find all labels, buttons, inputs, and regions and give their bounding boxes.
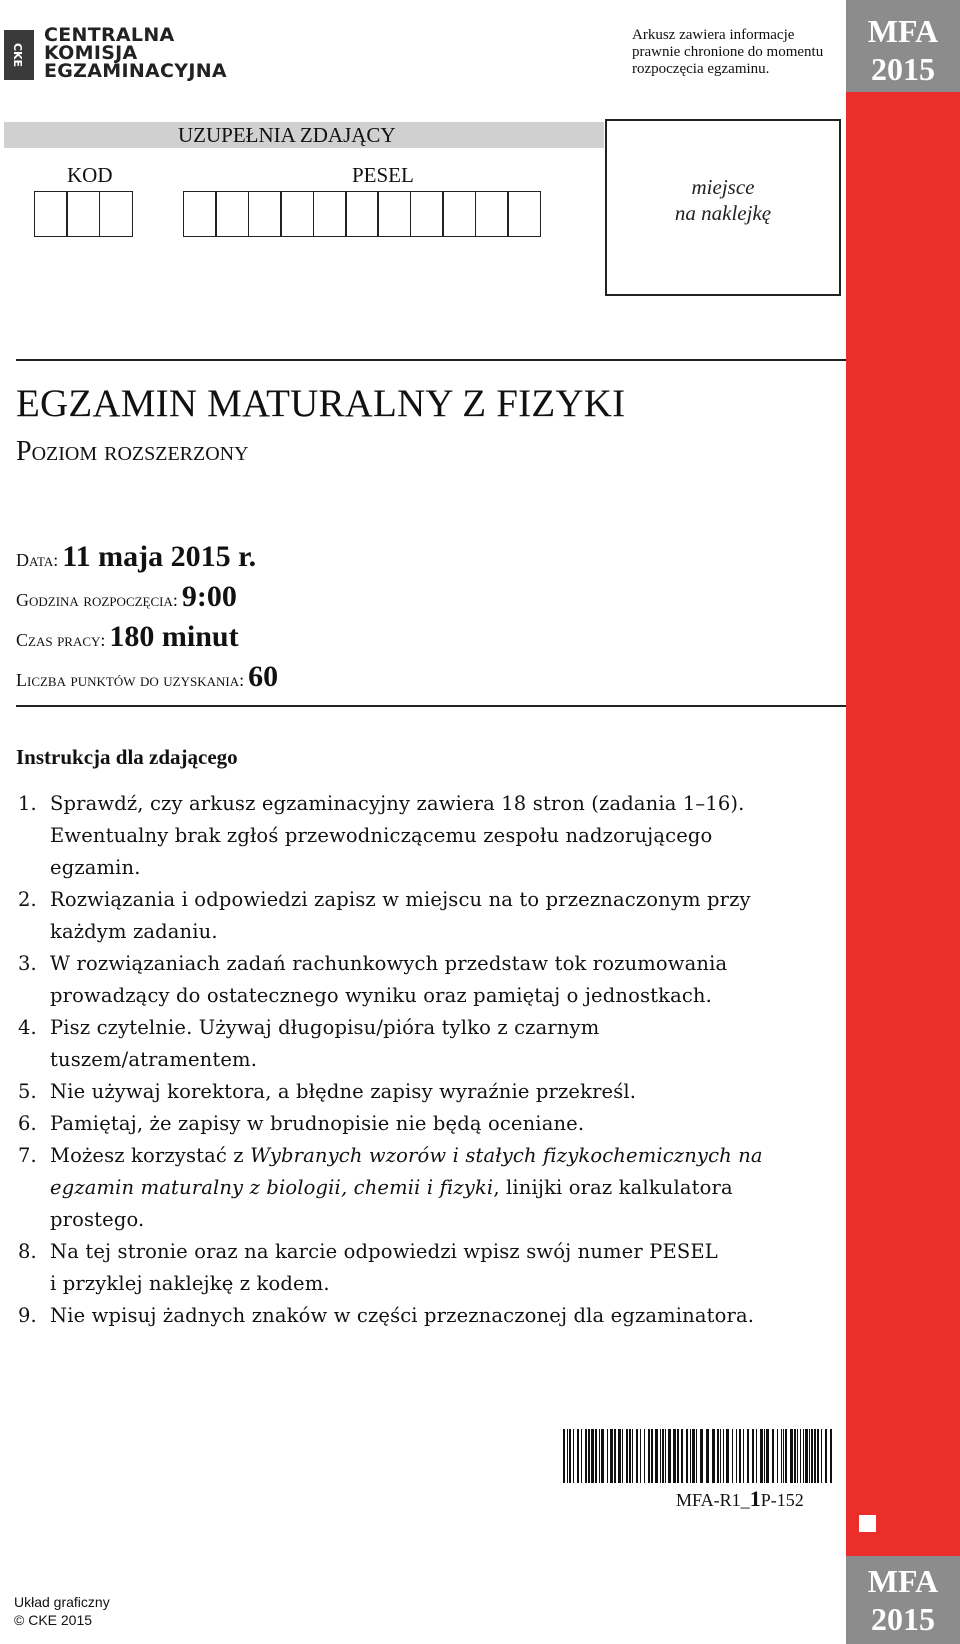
barcode-bar — [692, 1429, 695, 1483]
barcode-bar — [809, 1429, 810, 1483]
pesel-box[interactable] — [345, 191, 379, 237]
date-value: 11 maja 2015 r. — [62, 540, 257, 573]
barcode-bar — [651, 1429, 653, 1483]
barcode-bar — [673, 1429, 676, 1483]
barcode-bar — [712, 1429, 715, 1483]
barcode-bar — [781, 1429, 782, 1483]
kod-label: KOD — [67, 163, 113, 187]
instruction-item — [18, 884, 798, 948]
notice-line: Arkusz zawiera informacje — [632, 27, 795, 43]
barcode-code-suffix: P-152 — [760, 1490, 804, 1510]
instruction-number: 2. — [18, 888, 37, 911]
pesel-box[interactable] — [410, 191, 444, 237]
barcode-bar — [803, 1429, 804, 1483]
sticker-area — [605, 119, 841, 296]
instruction-line: Sprawdź, czy arkusz egzaminacyjny zawiera 18 stron (zadania 1–16). — [50, 792, 745, 815]
instruction-item — [18, 788, 798, 884]
pesel-box[interactable] — [215, 191, 249, 237]
kod-box[interactable] — [99, 191, 133, 237]
instruction-number: 4. — [18, 1016, 37, 1039]
barcode-code-prefix: MFA-R1_ — [676, 1490, 750, 1510]
instructions-heading: Instrukcja dla zdającego — [16, 745, 238, 769]
barcode-bar — [811, 1429, 813, 1483]
barcode-bar — [681, 1429, 683, 1483]
footer — [14, 1593, 110, 1629]
pesel-boxes — [183, 191, 539, 237]
instruction-line: W rozwiązaniach zadań rachunkowych przedstaw tok rozumowania — [50, 952, 728, 975]
start-value: 9:00 — [181, 580, 237, 613]
exam-start — [16, 580, 237, 614]
logo-line-2: KOMISJA — [44, 42, 138, 64]
cke-logo-mark — [4, 30, 34, 78]
sticker-line-2: na naklejkę — [674, 201, 772, 225]
barcode-bar — [752, 1429, 754, 1483]
barcode-bar — [569, 1429, 571, 1483]
instruction-number: 6. — [18, 1112, 37, 1135]
footer-line-1: Układ graficzny — [14, 1594, 110, 1610]
barcode-bar — [668, 1429, 671, 1483]
instruction-line: Możesz korzystać z Wybranych wzorów i stałych fizykochemicznych na — [50, 1144, 763, 1167]
barcode-bar — [591, 1429, 594, 1483]
instruction-number: 7. — [18, 1144, 37, 1167]
barcode-bar — [660, 1429, 661, 1483]
notice-line: prawnie chronione do momentu — [632, 44, 824, 60]
title-top-rule — [16, 359, 846, 361]
fill-in-heading: UZUPEŁNIA ZDAJĄCY — [178, 123, 396, 147]
pesel-box[interactable] — [183, 191, 217, 237]
barcode-bar — [665, 1429, 666, 1483]
barcode-bar — [756, 1429, 757, 1483]
instruction-line: Ewentualny brak zgłoś przewodniczącemu zespołu nadzorującego — [50, 824, 713, 847]
pesel-label: PESEL — [352, 163, 414, 187]
barcode-bar — [736, 1429, 737, 1483]
band-code: MFA — [867, 13, 939, 49]
instruction-text — [50, 884, 798, 948]
logo-line-1: CENTRALNA — [44, 24, 175, 46]
barcode — [563, 1429, 833, 1483]
instruction-line: egzamin maturalny z biologii, chemii i fizyki, linijki oraz kalkulatora — [50, 1176, 733, 1199]
barcode-bar — [588, 1429, 590, 1483]
barcode-bar — [640, 1429, 641, 1483]
barcode-bar — [794, 1429, 796, 1483]
barcode-bar — [772, 1429, 774, 1483]
barcode-bar — [830, 1429, 832, 1483]
barcode-bar — [595, 1429, 597, 1483]
instruction-item — [18, 1236, 798, 1300]
exam-date — [16, 540, 256, 574]
barcode-bar — [626, 1429, 628, 1483]
instruction-number: 9. — [18, 1304, 37, 1327]
band-year-bottom: 2015 — [871, 1601, 935, 1637]
instruction-text — [50, 948, 798, 1012]
barcode-bar — [766, 1429, 769, 1483]
marker-square — [859, 1515, 876, 1532]
barcode-bar — [777, 1429, 778, 1483]
barcode-bar — [717, 1429, 719, 1483]
instruction-line: Nie używaj korektora, a błędne zapisy wyraźnie przekreśl. — [50, 1080, 637, 1103]
pesel-box[interactable] — [313, 191, 347, 237]
barcode-bar — [677, 1429, 679, 1483]
barcode-bar — [743, 1429, 744, 1483]
instruction-item — [18, 948, 798, 1012]
barcode-bar — [764, 1429, 765, 1483]
exam-duration — [16, 620, 239, 654]
instruction-line: egzamin. — [50, 856, 141, 879]
instruction-line: każdym zadaniu. — [50, 920, 218, 943]
svg-text:CKE: CKE — [11, 42, 24, 68]
kod-box[interactable] — [34, 191, 68, 237]
pesel-box[interactable] — [248, 191, 282, 237]
barcode-bar — [599, 1429, 600, 1483]
pesel-box[interactable] — [475, 191, 509, 237]
instruction-item — [18, 1140, 798, 1236]
instruction-text — [50, 1140, 798, 1236]
instruction-item — [18, 1076, 798, 1108]
instruction-number: 3. — [18, 952, 37, 975]
pesel-box[interactable] — [507, 191, 541, 237]
barcode-bar — [601, 1429, 604, 1483]
barcode-bar — [739, 1429, 741, 1483]
instruction-number: 8. — [18, 1240, 37, 1263]
notice-line: rozpoczęcia egzaminu. — [632, 61, 770, 77]
barcode-bar — [614, 1429, 616, 1483]
barcode-bar — [723, 1429, 724, 1483]
barcode-bar — [585, 1429, 587, 1483]
instruction-line: Na tej stronie oraz na karcie odpowiedzi wpisz swój numer PESEL — [50, 1240, 718, 1263]
barcode-bar — [610, 1429, 613, 1483]
pesel-box[interactable] — [280, 191, 314, 237]
barcode-bar — [805, 1429, 808, 1483]
logo-line-3: EGZAMINACYJNA — [44, 60, 227, 82]
kod-boxes — [34, 191, 131, 237]
barcode-bar — [797, 1429, 798, 1483]
barcode-bar — [785, 1429, 787, 1483]
instruction-line: Pisz czytelnie. Używaj długopisu/pióra tylko z czarnym — [50, 1016, 600, 1039]
barcode-bar — [726, 1429, 729, 1483]
barcode-bar — [800, 1429, 801, 1483]
points-label: Liczba punktów do uzyskania: — [16, 670, 245, 690]
barcode-bar — [732, 1429, 733, 1483]
exam-title: EGZAMIN MATURALNY Z FIZYKI — [16, 382, 626, 425]
barcode-bar — [690, 1429, 691, 1483]
barcode-bar — [577, 1429, 579, 1483]
barcode-bar — [618, 1429, 621, 1483]
duration-label: Czas pracy: — [16, 630, 106, 650]
cke-logo — [4, 26, 244, 84]
footer-line-2: © CKE 2015 — [14, 1612, 93, 1628]
instruction-line: i przyklej naklejkę z kodem. — [50, 1272, 330, 1295]
instruction-line: tuszem/atramentem. — [50, 1048, 258, 1071]
side-band-top-label — [846, 0, 960, 92]
barcode-bar — [817, 1429, 819, 1483]
points-value: 60 — [248, 660, 279, 693]
barcode-bar — [821, 1429, 822, 1483]
pesel-box[interactable] — [377, 191, 411, 237]
exam-points — [16, 660, 278, 694]
barcode-code — [676, 1487, 804, 1512]
instruction-text — [50, 788, 798, 884]
instruction-text — [50, 1300, 798, 1332]
barcode-bar — [644, 1429, 645, 1483]
sticker-line-1: miejsce — [691, 175, 755, 199]
barcode-bar — [567, 1429, 568, 1483]
duration-value: 180 minut — [109, 620, 239, 653]
side-band — [846, 0, 960, 1644]
instruction-line: Rozwiązania i odpowiedzi zapisz w miejscu na to przeznaczonym przy — [50, 888, 751, 911]
barcode-bar — [790, 1429, 793, 1483]
barcode-bar — [648, 1429, 650, 1483]
barcode-bar — [814, 1429, 816, 1483]
date-label: Data: — [16, 550, 59, 570]
exam-level: Poziom rozszerzony — [16, 436, 249, 467]
instruction-text — [50, 1108, 798, 1140]
cke-logo-text — [44, 26, 227, 80]
side-band-bottom-label — [846, 1556, 960, 1644]
instruction-number: 1. — [18, 792, 37, 815]
barcode-code-bold: 1 — [749, 1486, 761, 1511]
instruction-line: Pamiętaj, że zapisy w brudnopisie nie będą oceniane. — [50, 1112, 585, 1135]
barcode-bar — [636, 1429, 638, 1483]
start-label: Godzina rozpoczęcia: — [16, 590, 178, 610]
barcode-bar — [747, 1429, 749, 1483]
instruction-item — [18, 1300, 798, 1332]
barcode-bar — [655, 1429, 658, 1483]
instruction-number: 5. — [18, 1080, 37, 1103]
title-bottom-rule — [16, 705, 846, 707]
kod-box[interactable] — [66, 191, 100, 237]
barcode-bar — [632, 1429, 633, 1483]
barcode-bar — [700, 1429, 703, 1483]
instruction-line: Nie wpisuj żadnych znaków w części przeznaczonej dla egzaminatora. — [50, 1304, 755, 1327]
confidentiality-notice — [632, 27, 842, 78]
barcode-bar — [607, 1429, 608, 1483]
barcode-bar — [825, 1429, 827, 1483]
fill-in-heading-bar — [4, 122, 604, 148]
instructions-list — [18, 788, 798, 1332]
barcode-bar — [662, 1429, 664, 1483]
instruction-item — [18, 1012, 798, 1076]
instruction-text — [50, 1012, 798, 1076]
barcode-bar — [629, 1429, 631, 1483]
band-code-bottom: MFA — [867, 1563, 939, 1599]
instruction-text — [50, 1236, 798, 1300]
pesel-box[interactable] — [442, 191, 476, 237]
instruction-item — [18, 1108, 798, 1140]
barcode-bar — [720, 1429, 721, 1483]
barcode-bar — [573, 1429, 574, 1483]
instruction-text — [50, 1076, 798, 1108]
instruction-line: prowadzący do ostatecznego wyniku oraz pamiętaj o jednostkach. — [50, 984, 712, 1007]
instruction-line: prostego. — [50, 1208, 145, 1231]
barcode-bar — [686, 1429, 688, 1483]
barcode-bar — [783, 1429, 784, 1483]
barcode-bar — [563, 1429, 565, 1483]
barcode-bar — [622, 1429, 623, 1483]
band-year: 2015 — [871, 51, 935, 87]
barcode-bar — [706, 1429, 709, 1483]
barcode-bar — [581, 1429, 582, 1483]
barcode-bar — [696, 1429, 697, 1483]
barcode-bar — [760, 1429, 763, 1483]
